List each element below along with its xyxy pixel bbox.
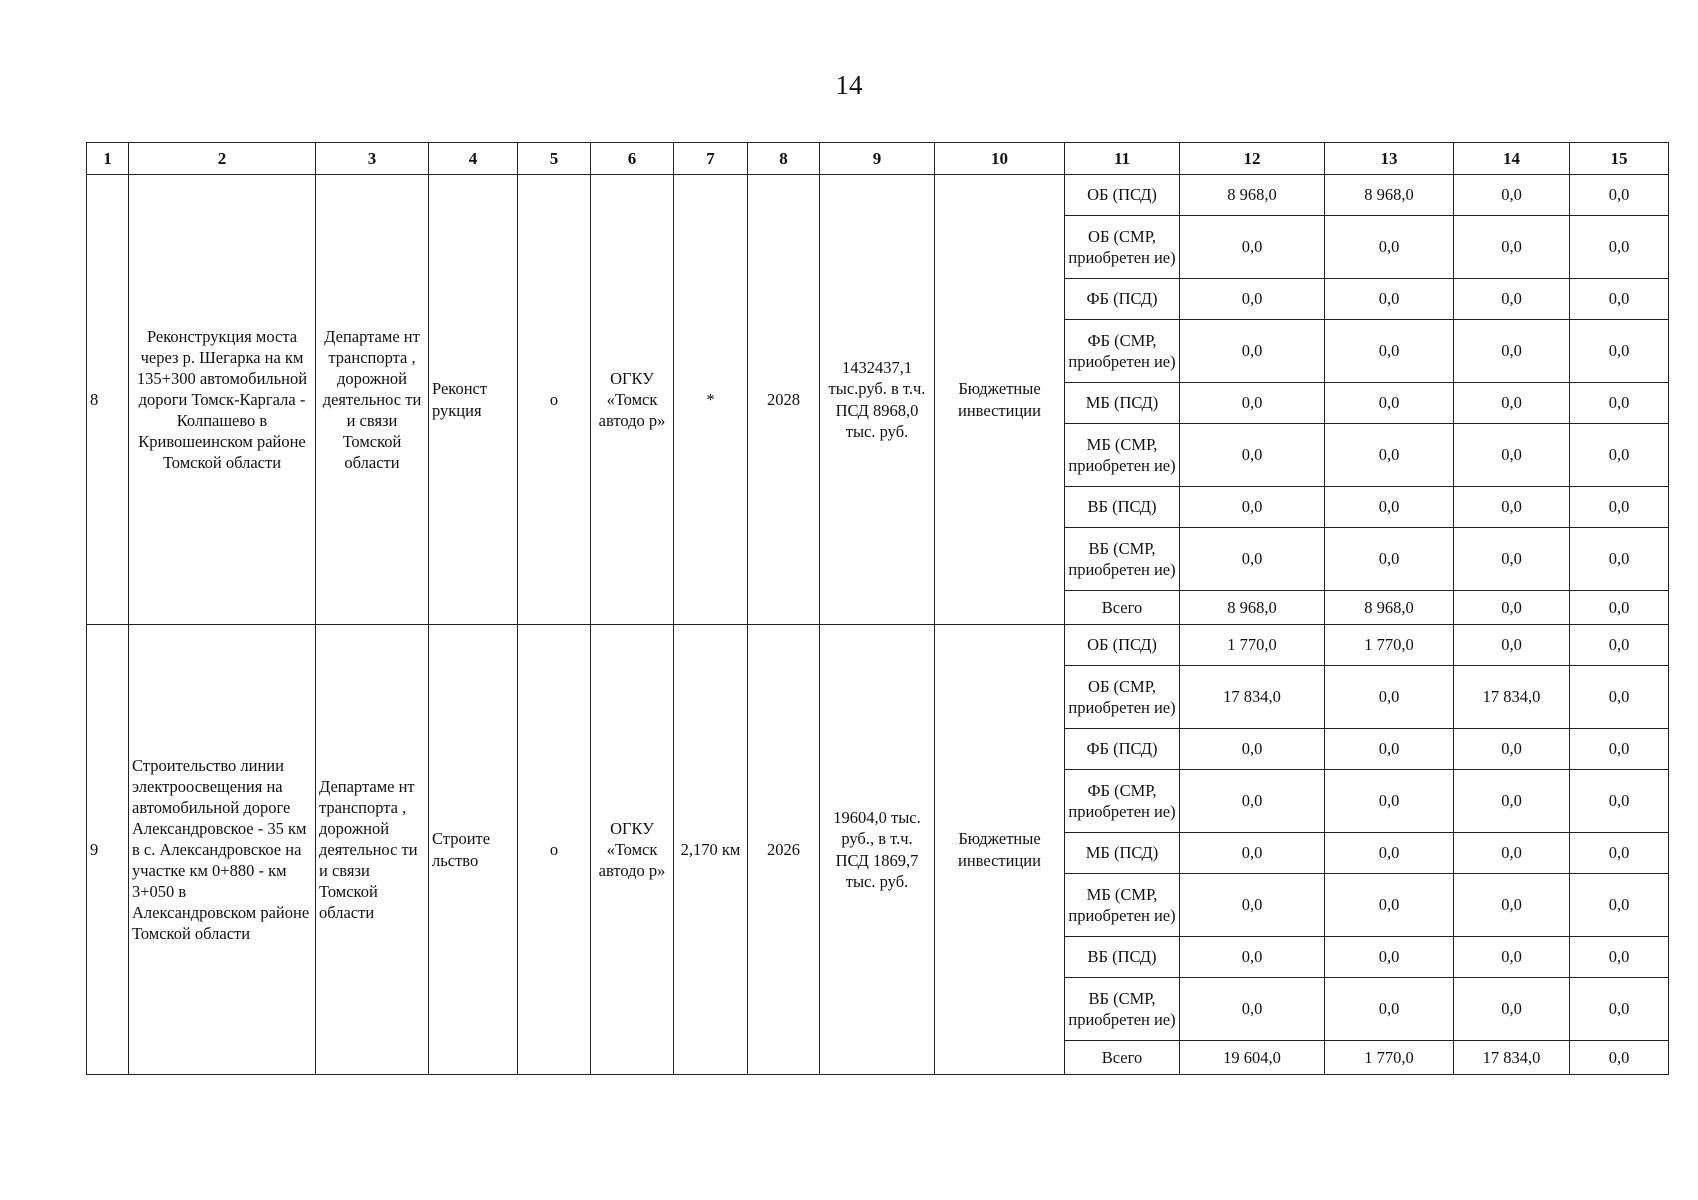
project-name: Строительство линии электроосвещения на автомобильной дороге Александровское - 35 км в с. Александровское на участке км 0+880 - км 3+050 в Александровском районе Томской области	[129, 625, 316, 1075]
amount-col15: 0,0	[1570, 216, 1669, 279]
col-header: 3	[316, 143, 429, 175]
project-capacity: *	[674, 175, 748, 625]
amount-col12: 0,0	[1180, 770, 1325, 833]
funding-source: ОБ (СМР, приобретен ие)	[1065, 216, 1180, 279]
col-header: 5	[518, 143, 591, 175]
funding-source: ФБ (СМР, приобретен ие)	[1065, 320, 1180, 383]
amount-col15: 0,0	[1570, 770, 1669, 833]
amount-col12: 19 604,0	[1180, 1041, 1325, 1075]
amount-col12: 0,0	[1180, 528, 1325, 591]
col-header: 6	[591, 143, 674, 175]
project-number: 9	[87, 625, 129, 1075]
amount-col15: 0,0	[1570, 874, 1669, 937]
amount-col12: 0,0	[1180, 216, 1325, 279]
amount-col13: 0,0	[1325, 487, 1454, 528]
amount-col13: 0,0	[1325, 320, 1454, 383]
amount-col12: 8 968,0	[1180, 591, 1325, 625]
funding-source: ОБ (ПСД)	[1065, 625, 1180, 666]
amount-col13: 0,0	[1325, 666, 1454, 729]
table-row	[87, 175, 1669, 216]
project-cost: 1432437,1 тыс.руб. в т.ч. ПСД 8968,0 тыс. руб.	[820, 175, 935, 625]
amount-col13: 0,0	[1325, 770, 1454, 833]
funding-source: ФБ (ПСД)	[1065, 279, 1180, 320]
amount-col14: 0,0	[1454, 528, 1570, 591]
amount-col14: 0,0	[1454, 175, 1570, 216]
funding-source: МБ (ПСД)	[1065, 383, 1180, 424]
amount-col14: 0,0	[1454, 874, 1570, 937]
amount-col13: 0,0	[1325, 279, 1454, 320]
project-capacity: 2,170 км	[674, 625, 748, 1075]
amount-col13: 0,0	[1325, 978, 1454, 1041]
amount-col14: 0,0	[1454, 279, 1570, 320]
amount-col12: 0,0	[1180, 874, 1325, 937]
project-customer: Департаме нт транспорта , дорожной деятельнос ти и связи Томской области	[316, 625, 429, 1075]
funding-source: ФБ (ПСД)	[1065, 729, 1180, 770]
amount-col12: 0,0	[1180, 833, 1325, 874]
amount-col14: 0,0	[1454, 320, 1570, 383]
investment-table	[86, 142, 1669, 1075]
amount-col14: 0,0	[1454, 487, 1570, 528]
amount-col15: 0,0	[1570, 383, 1669, 424]
funding-source: МБ (СМР, приобретен ие)	[1065, 424, 1180, 487]
amount-col15: 0,0	[1570, 978, 1669, 1041]
amount-col14: 0,0	[1454, 833, 1570, 874]
amount-col15: 0,0	[1570, 320, 1669, 383]
project-investment-form: Бюджетные инвестиции	[935, 175, 1065, 625]
page-number: 14	[835, 70, 863, 100]
amount-col14: 0,0	[1454, 383, 1570, 424]
amount-col12: 0,0	[1180, 937, 1325, 978]
amount-col13: 0,0	[1325, 729, 1454, 770]
amount-col15: 0,0	[1570, 729, 1669, 770]
amount-col14: 0,0	[1454, 216, 1570, 279]
amount-col13: 0,0	[1325, 424, 1454, 487]
funding-source: ОБ (СМР, приобретен ие)	[1065, 666, 1180, 729]
amount-col13: 1 770,0	[1325, 1041, 1454, 1075]
project-executor: ОГКУ «Томск автодо р»	[591, 175, 674, 625]
project-work-type: Строите льство	[429, 625, 518, 1075]
col-header: 1	[87, 143, 129, 175]
amount-col12: 0,0	[1180, 383, 1325, 424]
amount-col14: 17 834,0	[1454, 666, 1570, 729]
col-header: 10	[935, 143, 1065, 175]
amount-col13: 0,0	[1325, 216, 1454, 279]
col-header: 8	[748, 143, 820, 175]
amount-col13: 0,0	[1325, 874, 1454, 937]
amount-col14: 0,0	[1454, 729, 1570, 770]
amount-col15: 0,0	[1570, 1041, 1669, 1075]
amount-col15: 0,0	[1570, 666, 1669, 729]
project-executor: ОГКУ «Томск автодо р»	[591, 625, 674, 1075]
amount-col15: 0,0	[1570, 528, 1669, 591]
amount-col13: 1 770,0	[1325, 625, 1454, 666]
amount-col12: 0,0	[1180, 320, 1325, 383]
amount-col13: 0,0	[1325, 383, 1454, 424]
project-col5: о	[518, 175, 591, 625]
col-header: 11	[1065, 143, 1180, 175]
amount-col12: 0,0	[1180, 978, 1325, 1041]
amount-col12: 0,0	[1180, 424, 1325, 487]
project-year: 2028	[748, 175, 820, 625]
project-cost: 19604,0 тыс. руб., в т.ч. ПСД 1869,7 тыс. руб.	[820, 625, 935, 1075]
funding-source: ОБ (ПСД)	[1065, 175, 1180, 216]
col-header: 13	[1325, 143, 1454, 175]
funding-source: ВБ (ПСД)	[1065, 487, 1180, 528]
funding-source: ВБ (СМР, приобретен ие)	[1065, 528, 1180, 591]
amount-col13: 8 968,0	[1325, 175, 1454, 216]
amount-col14: 0,0	[1454, 591, 1570, 625]
project-customer: Департаме нт транспорта , дорожной деятельнос ти и связи Томской области	[316, 175, 429, 625]
project-work-type: Реконст рукция	[429, 175, 518, 625]
amount-col13: 0,0	[1325, 833, 1454, 874]
amount-col15: 0,0	[1570, 625, 1669, 666]
amount-col12: 0,0	[1180, 487, 1325, 528]
amount-col12: 17 834,0	[1180, 666, 1325, 729]
amount-col14: 0,0	[1454, 978, 1570, 1041]
col-header: 2	[129, 143, 316, 175]
col-header: 12	[1180, 143, 1325, 175]
amount-col13: 0,0	[1325, 528, 1454, 591]
amount-col13: 0,0	[1325, 937, 1454, 978]
funding-source: МБ (ПСД)	[1065, 833, 1180, 874]
amount-col14: 0,0	[1454, 770, 1570, 833]
amount-col13: 8 968,0	[1325, 591, 1454, 625]
col-header: 14	[1454, 143, 1570, 175]
project-number: 8	[87, 175, 129, 625]
col-header: 4	[429, 143, 518, 175]
amount-col14: 0,0	[1454, 424, 1570, 487]
funding-source: Всего	[1065, 591, 1180, 625]
amount-col14: 0,0	[1454, 937, 1570, 978]
amount-col12: 8 968,0	[1180, 175, 1325, 216]
amount-col15: 0,0	[1570, 279, 1669, 320]
funding-source: Всего	[1065, 1041, 1180, 1075]
amount-col15: 0,0	[1570, 424, 1669, 487]
col-header: 15	[1570, 143, 1669, 175]
amount-col15: 0,0	[1570, 487, 1669, 528]
amount-col12: 0,0	[1180, 279, 1325, 320]
amount-col12: 0,0	[1180, 729, 1325, 770]
amount-col12: 1 770,0	[1180, 625, 1325, 666]
table-row	[87, 625, 1669, 666]
funding-source: ВБ (ПСД)	[1065, 937, 1180, 978]
project-investment-form: Бюджетные инвестиции	[935, 625, 1065, 1075]
col-header: 9	[820, 143, 935, 175]
amount-col14: 17 834,0	[1454, 1041, 1570, 1075]
project-year: 2026	[748, 625, 820, 1075]
funding-source: МБ (СМР, приобретен ие)	[1065, 874, 1180, 937]
amount-col14: 0,0	[1454, 625, 1570, 666]
project-col5: о	[518, 625, 591, 1075]
amount-col15: 0,0	[1570, 937, 1669, 978]
amount-col15: 0,0	[1570, 833, 1669, 874]
amount-col15: 0,0	[1570, 591, 1669, 625]
project-name: Реконструкция моста через р. Шегарка на км 135+300 автомобильной дороги Томск-Каргала - Колпашево в Кривошеинском районе Томской области	[129, 175, 316, 625]
funding-source: ФБ (СМР, приобретен ие)	[1065, 770, 1180, 833]
funding-source: ВБ (СМР, приобретен ие)	[1065, 978, 1180, 1041]
col-header: 7	[674, 143, 748, 175]
amount-col15: 0,0	[1570, 175, 1669, 216]
header-row	[87, 143, 1669, 175]
